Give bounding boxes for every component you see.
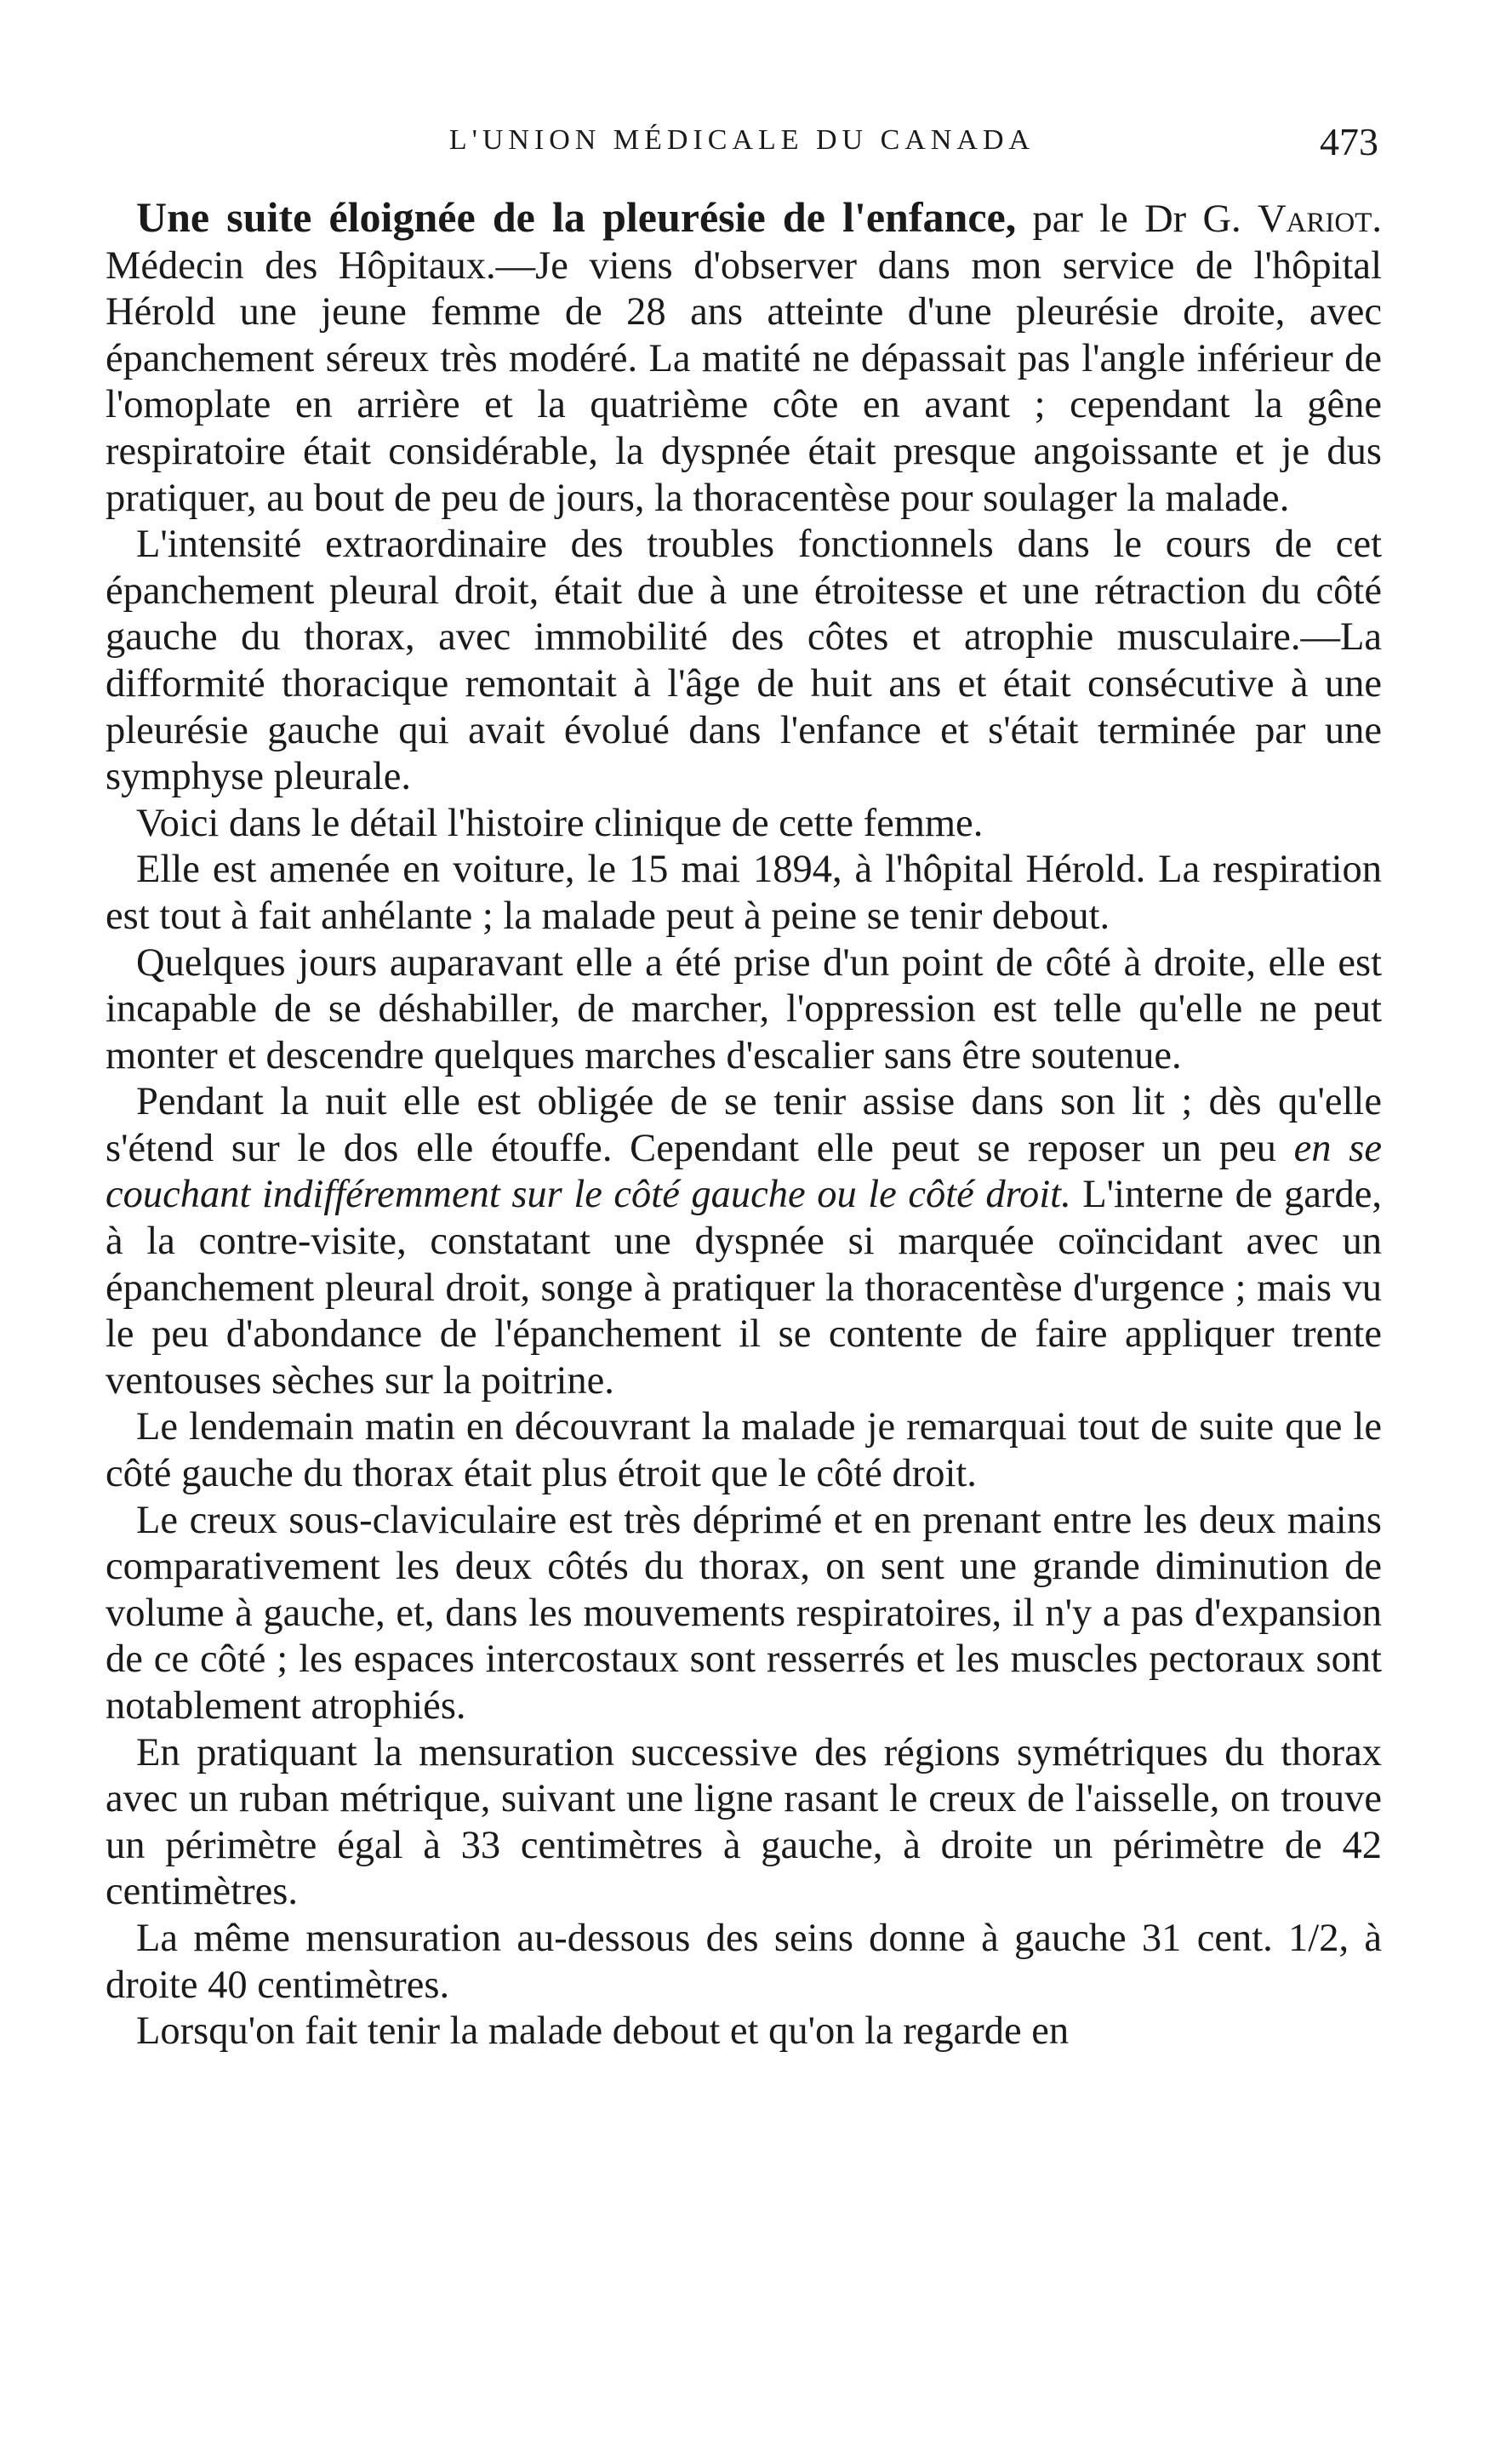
byline-prefix: par le Dr G. [1016, 197, 1258, 241]
paragraph-6-end: L'interne de garde, à la contre-visite, constatant une dyspnée si marquée coïncidant avec un épanchement pleural droit, songe à pratiquer la thoracentèse d'urgence ; mais vu le peu d'abondance de l'épanchement il se contente de faire appliquer trente ventouses sèches sur la poitrine. [106, 1173, 1382, 1403]
paragraph-6-italic: en se couchant indifféremment sur le côté gauche ou le côté droit. [106, 1126, 1383, 1217]
paragraph-3: Voici dans le détail l'histoire clinique de cette femme. [136, 801, 984, 845]
paragraph-2: L'intensité extraordinaire des troubles fonctionnels dans le cours de cet épanchement pleural droit, était due à une étroitesse et une rétraction du côté gauche du thorax, avec immobilité des côtes et atrophie musculaire.—La difformité thoracique remontait à l'âge de huit ans et était consécutive à une pleurésie gauche qui avait évolué dans l'enfance et s'était terminée par une symphyse pleurale. [106, 523, 1382, 799]
paragraph-8: Le creux sous-claviculaire est très déprimé et en prenant entre les deux mains comparativement les deux côtés du thorax, on sent une grande diminution de volume à gauche, et, dans les mouvements respiratoires, il n'y a pas d'expansion de ce côté ; les espaces intercostaux sont resserrés et les muscles pectoraux sont notablement atrophiés. [106, 1498, 1382, 1728]
paragraph-10: La même mensuration au-dessous des seins donne à gauche 31 cent. 1/2, à droite 40 centimètres. [106, 1916, 1382, 2007]
paragraph-6-start: Pendant la nuit elle est obligée de se tenir assise dans son lit ; dès qu'elle s'étend sur le dos elle étouffe. Cependant elle peut se reposer un peu [106, 1080, 1382, 1170]
paragraph-7: Le lendemain matin en découvrant la malade je remarquai tout de suite que le côté gauche du thorax était plus étroit que le côté droit. [106, 1405, 1382, 1496]
paragraph-11: Lorsqu'on fait tenir la malade debout et qu'on la regarde en [136, 2009, 1070, 2054]
paragraph-5: Quelques jours auparavant elle a été prise d'un point de côté à droite, elle est incapable de se déshabiller, de marcher, l'oppression est telle qu'elle ne peut monter et descendre quelques marches d'escalier sans être soutenue. [106, 940, 1382, 1077]
paragraph-6 [106, 1079, 1382, 1404]
page-number: 473 [1320, 120, 1378, 163]
paragraph-4: Elle est amenée en voiture, le 15 mai 1894, à l'hôpital Hérold. La respiration est tout à fait anhélante ; la malade peut à peine se tenir debout. [106, 848, 1382, 938]
section-heading: Une suite éloignée de la pleurésie de l'enfance, [136, 193, 1017, 241]
running-header [106, 117, 1378, 177]
paragraph-9: En pratiquant la mensuration successive des régions symétriques du thorax avec un ruban métrique, suivant une ligne rasant le creux de l'aisselle, on trouve un périmètre égal à 33 centimètres à gauche, à droite un périmètre de 42 centimètres. [106, 1730, 1382, 1914]
paragraph-1 [106, 194, 1382, 522]
author-name: Variot. [1257, 197, 1382, 241]
article-body [106, 194, 1382, 2055]
paragraph-1-text: Médecin des Hôpitaux.—Je viens d'observer dans mon service de l'hôpital Hérold une jeune femme de 28 ans atteinte d'une pleurésie droite, avec épanchement séreux très modéré. La matité ne dépassait pas l'angle inférieur de l'omoplate en arrière et la quatrième côte en avant ; cependant la gêne respiratoire était considérable, la dyspnée était presque angoissante et je dus pratiquer, au bout de peu de jours, la thoracentèse pour soulager la malade. [106, 243, 1382, 520]
running-title: L'UNION MÉDICALE DU CANADA [448, 124, 1036, 156]
